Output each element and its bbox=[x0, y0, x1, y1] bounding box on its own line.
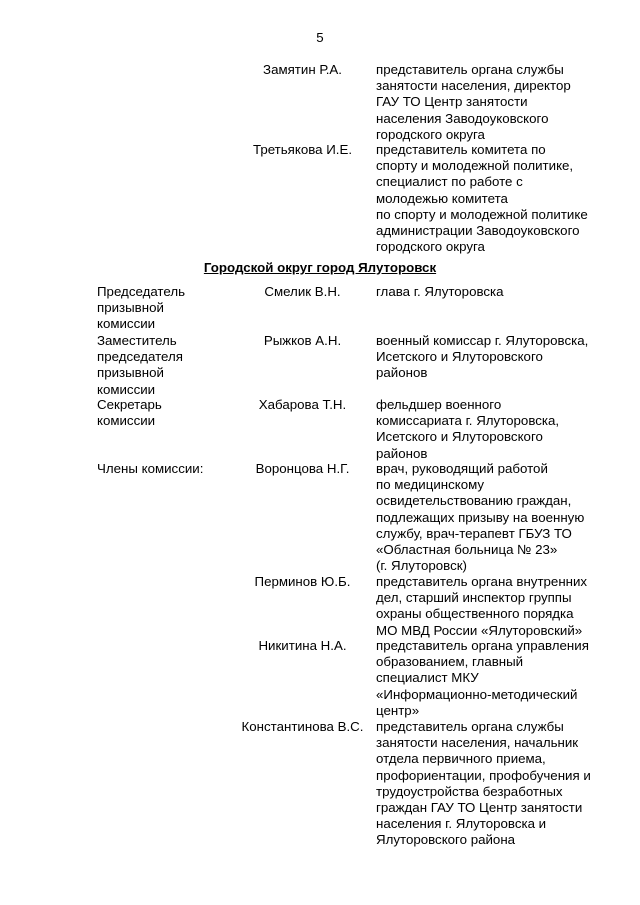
member-role: Заместитель председателя призывной комиссии bbox=[97, 333, 183, 397]
member-name: Хабарова Т.Н. bbox=[258, 397, 347, 412]
member-role: Члены комиссии: bbox=[97, 461, 204, 476]
member-description: глава г. Ялуторовска bbox=[376, 284, 504, 299]
member-name: Рыжков А.Н. bbox=[263, 333, 342, 348]
member-name: Замятин Р.А. bbox=[263, 62, 342, 77]
member-description: военный комиссар г. Ялуторовска, Исетского и Ялуторовского районов bbox=[376, 333, 589, 381]
member-name: Смелик В.Н. bbox=[264, 284, 341, 299]
member-role: Председатель призывной комиссии bbox=[97, 284, 186, 332]
member-description: фельдшер военного комиссариата г. Ялуторовска, Исетского и Ялуторовского районов bbox=[376, 397, 560, 461]
member-role: Секретарь комиссии bbox=[97, 397, 162, 429]
member-description: врач, руководящий работой по медицинскому освидетельствованию граждан, подлежащих призыву на военную службу, врач-терапевт ГБУЗ ТО «Областная больница № 23» (г. Ялуторовск) bbox=[376, 461, 585, 574]
member-name: Воронцова Н.Г. bbox=[255, 461, 350, 476]
member-name: Никитина Н.А. bbox=[258, 638, 347, 653]
member-description: представитель органа службы занятости населения, начальник отдела первичного приема, профориентации, профобучения и трудоустройства безработных граждан ГАУ ТО Центр занятости населения г. Ялуторовска и Ялуторовского района bbox=[376, 719, 591, 848]
member-name: Перминов Ю.Б. bbox=[254, 574, 351, 589]
page-number: 5 bbox=[316, 30, 324, 45]
member-description: представитель органа службы занятости населения, директор ГАУ ТО Центр занятости населения Заводоуковского городского округа bbox=[376, 62, 571, 142]
member-description: представитель органа управления образованием, главный специалист МКУ «Информационно-методический центр» bbox=[376, 638, 589, 718]
member-description: представитель комитета по спорту и молодежной политике, специалист по работе с молодежью комитета по спорту и молодежной политике администрации Заводоуковского городского округа bbox=[376, 142, 588, 255]
member-name: Константинова В.С. bbox=[241, 719, 364, 734]
member-description: представитель органа внутренних дел, старший инспектор группы охраны общественного порядка МО МВД России «Ялуторовский» bbox=[376, 574, 588, 638]
section-title: Городской округ город Ялуторовск bbox=[203, 260, 437, 275]
member-name: Третьякова И.Е. bbox=[252, 142, 353, 157]
